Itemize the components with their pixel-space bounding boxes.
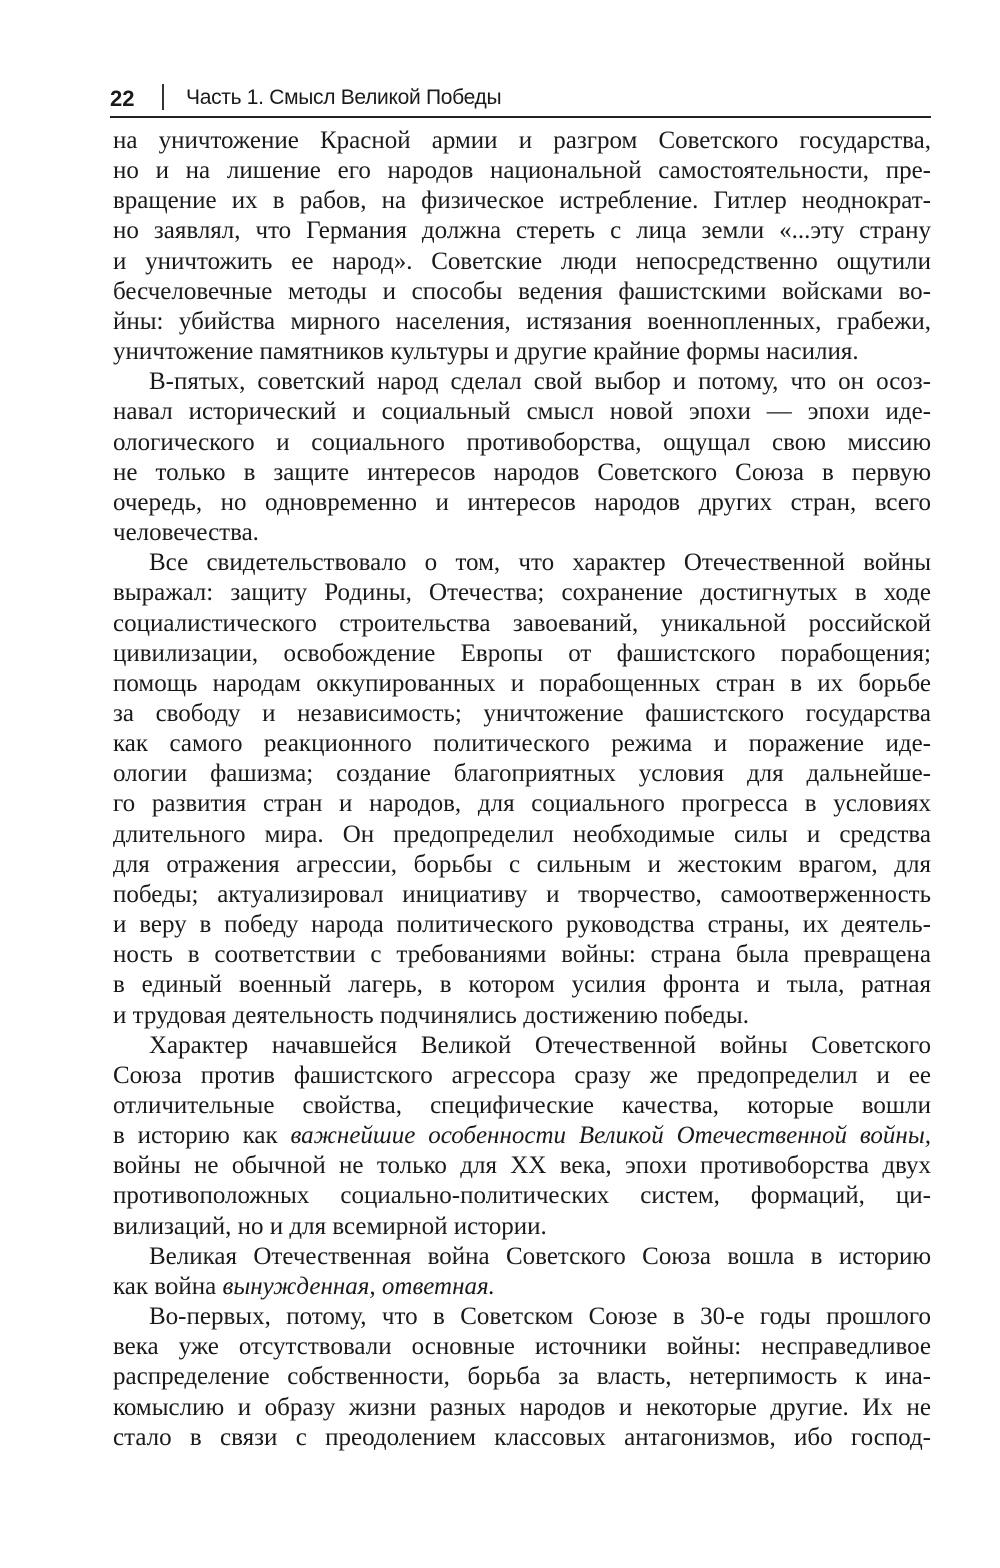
paragraph-3 [113,548,931,1031]
text-line: йны: убийства мирного населения, истязания военнопленных, грабежи, [113,307,931,335]
text-line: Все свидетельствовало о том, что характер Отечественной войны [149,549,931,577]
text-line: Союза против фашистского агрессора сразу же предопределил и ее [113,1061,931,1089]
text-line: выражал: защиту Родины, Отечества; сохранение достигнутых в ходе [113,579,931,607]
text-line: помощь народам оккупированных и порабощенных стран в их борьбе [113,669,931,697]
text-line: отличительные свойства, специфические качества, которые вошли [113,1092,931,1119]
text-line: Во-первых, потому, что в Советском Союзе в 30-е годы прошлого [149,1303,931,1331]
text-line [113,1121,931,1151]
paragraph-5 [113,1242,931,1302]
text-line: и веру в победу народа политического руководства страны, их деятель- [113,911,931,939]
text-line: и уничтожить ее народ». Советские люди непосредственно ощутили [113,247,931,275]
text-line: ологии фашизма; создание благоприятных условия для дальнейше- [113,760,931,788]
text-line: длительного мира. Он предопределил необходимые силы и средства [113,820,931,848]
text-line: вилизаций, но и для всемирной истории. [113,1212,547,1240]
text-line: но и на лишение его народов национальной самостоятельности, пре- [113,157,931,185]
text-line: для отражения агрессии, борьбы с сильным и жестоким врагом, для [113,850,931,878]
header-separator [162,84,164,110]
text-line: не только в защите интересов народов Советского Союза в первую [113,458,931,486]
italic-emphasis: вынужденная, ответная. [222,1272,495,1300]
text-line: ность в соответствии с требованиями войны: страна была превращена [113,941,931,969]
text-line: стало в связи с преодолением классовых антагонизмов, ибо господ- [113,1423,931,1451]
text-line: века уже отсутствовали основные источники войны: несправедливое [113,1333,931,1361]
text-line: комыслию и образу жизни разных народов и некоторые другие. Их не [113,1393,931,1421]
text-line: навал исторический и социальный смысл новой эпохи — эпохи иде- [113,398,931,426]
text-line: человечества. [113,519,259,547]
paragraph-4 [113,1031,931,1242]
paragraph-2 [113,367,931,548]
text-line: как самого реакционного политического режима и поражение иде- [113,730,931,758]
running-header [110,84,930,116]
text-line: за свободу и независимость; уничтожение фашистского государства [113,699,931,727]
text-line: Характер начавшейся Великой Отечественной войны Советского [149,1031,931,1059]
text-line: распределение собственности, борьба за власть, нетерпимость к ина- [113,1363,931,1391]
text-line: Великая Отечественная война Советского Союза вошла в историю [149,1242,931,1270]
text-line: очередь, но одновременно и интересов народов других стран, всего [113,488,931,516]
paragraph-6 [113,1302,931,1453]
text-line: и трудовая деятельность подчинялись достижению победы. [113,1001,749,1029]
text-line: победы; актуализировал инициативу и творчество, самоотверженность [113,880,931,908]
text-line: противоположных социально-политических систем, формаций, ци- [113,1182,931,1210]
text-line: но заявлял, что Германия должна стереть с лица земли «...эту страну [113,217,931,245]
text-line: вращение их в рабов, на физическое истребление. Гитлер неоднократ- [113,187,931,215]
text-line: ологического и социального противоборства, ощущал свою миссию [113,428,931,456]
text-run: в историю как [113,1122,291,1150]
header-rule [110,116,931,118]
text-line: войны не обычной не только для XX века, эпохи противоборства двух [113,1152,931,1180]
text-line: цивилизации, освобождение Европы от фашистского порабощения; [113,639,931,667]
text-line: бесчеловечные методы и способы ведения фашистскими войсками во- [113,277,931,305]
text-line: В-пятых, советский народ сделал свой выбор и потому, что он осоз- [149,368,931,396]
italic-emphasis: важнейшие особенности Великой Отечественной войны, [290,1122,931,1150]
page-body [113,126,931,1453]
chapter-title: Часть 1. Смысл Великой Победы [186,86,502,109]
text-line: в единый военный лагерь, в котором усилия фронта и тыла, ратная [113,971,931,999]
text-line: уничтожение памятников культуры и другие крайние формы насилия. [113,338,859,366]
paragraph-1 [113,126,931,367]
text-line: социалистического строительства завоеваний, уникальной российской [113,609,931,637]
text-run: как война [113,1272,223,1300]
text-line [113,1272,931,1302]
page-number: 22 [110,86,135,111]
text-line: го развития стран и народов, для социального прогресса в условиях [113,790,931,818]
text-line: на уничтожение Красной армии и разгром Советского государства, [113,127,931,154]
